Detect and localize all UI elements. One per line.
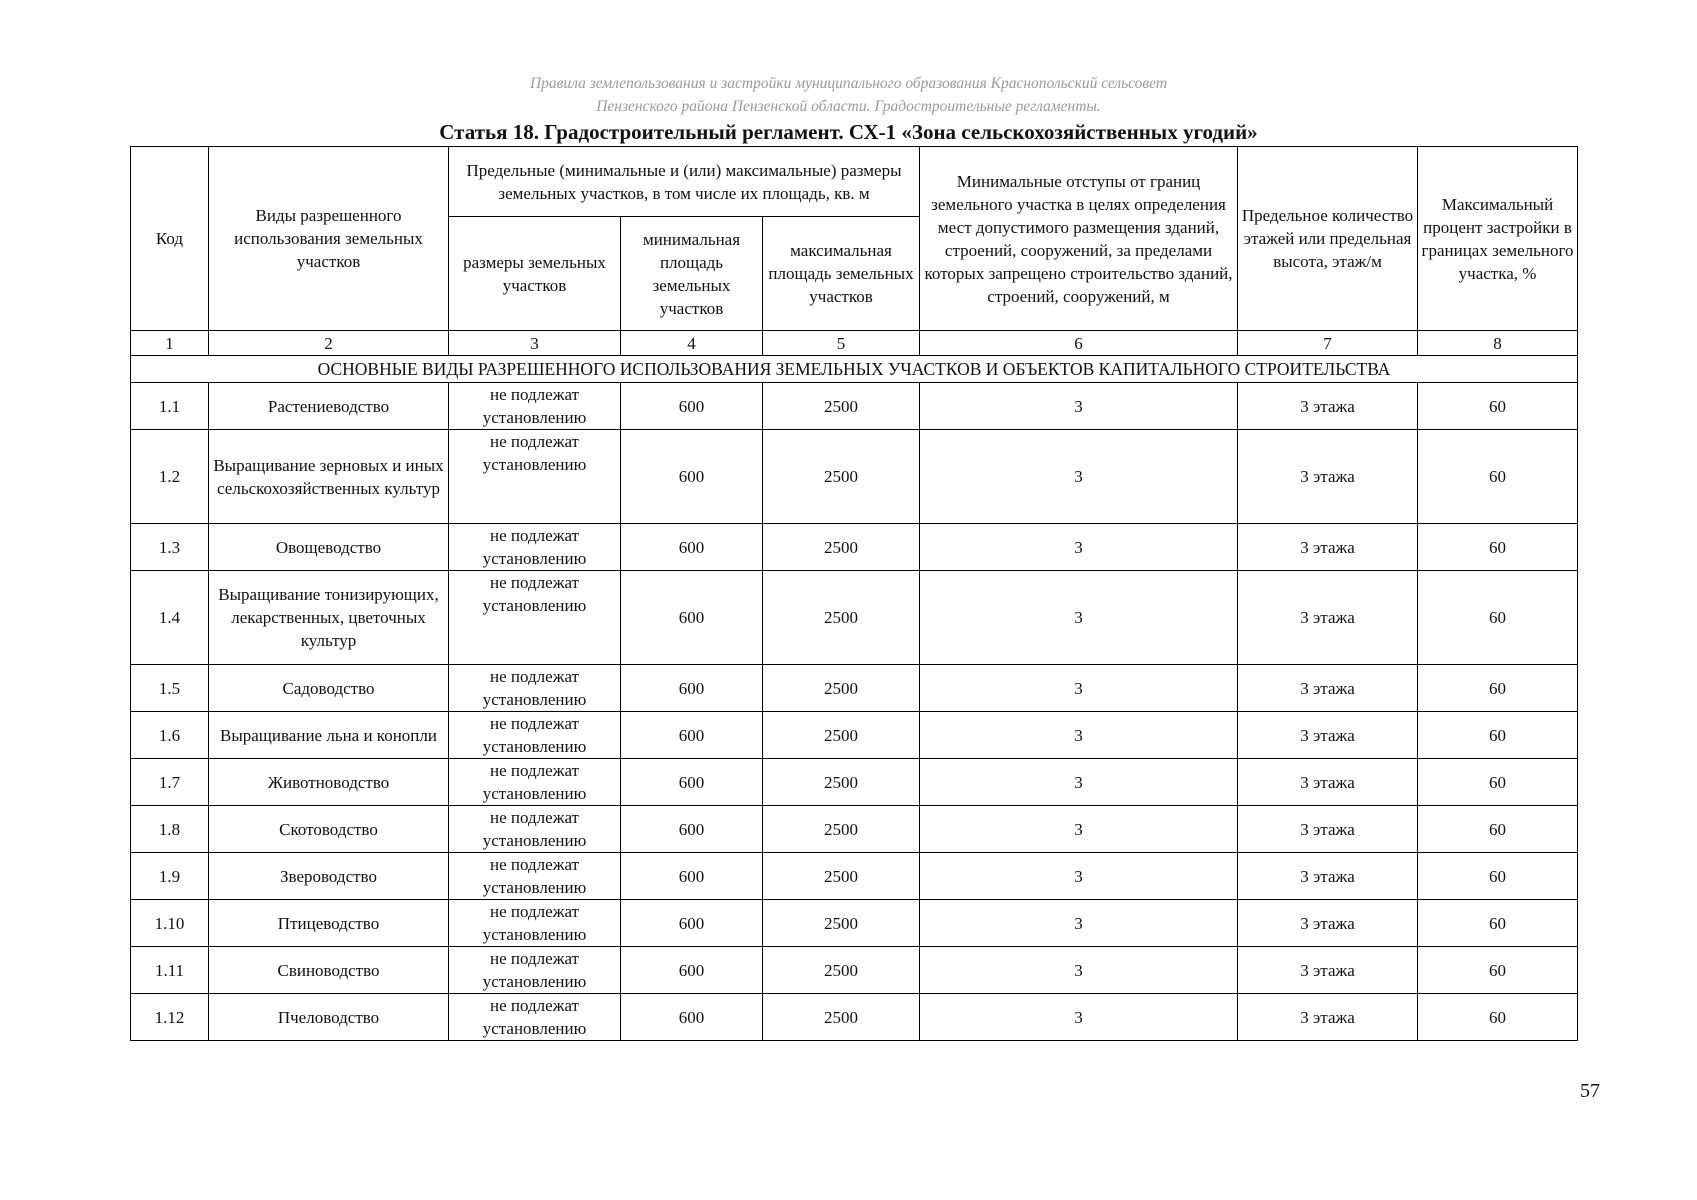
column-number: 2: [209, 331, 449, 356]
section-title: ОСНОВНЫЕ ВИДЫ РАЗРЕШЕННОГО ИСПОЛЬЗОВАНИЯ ЗЕМЕЛЬНЫХ УЧАСТКОВ И ОБЪЕКТОВ КАПИТАЛЬНОГО СТРОИТЕЛЬСТВА: [131, 356, 1578, 383]
cell-max-area: 2500: [763, 524, 920, 571]
cell-min-area: 600: [621, 853, 763, 900]
cell-code: 1.9: [131, 853, 209, 900]
cell-sizes: не подлежат установлению: [449, 665, 621, 712]
cell-setback: 3: [920, 430, 1238, 524]
cell-code: 1.5: [131, 665, 209, 712]
header-note-line-2: Пензенского района Пензенской области. Градостроительные регламенты.: [596, 98, 1101, 115]
cell-code: 1.4: [131, 571, 209, 665]
cell-max-area: 2500: [763, 759, 920, 806]
cell-max-area: 2500: [763, 900, 920, 947]
cell-sizes: не подлежат установлению: [449, 712, 621, 759]
column-number-row: [131, 331, 1578, 356]
cell-floors: 3 этажа: [1238, 383, 1418, 430]
cell-coverage: 60: [1418, 571, 1578, 665]
cell-min-area: 600: [621, 383, 763, 430]
cell-coverage: 60: [1418, 759, 1578, 806]
header-code: Код: [131, 147, 209, 331]
cell-setback: 3: [920, 524, 1238, 571]
cell-sizes: не подлежат установлению: [449, 853, 621, 900]
column-number: 5: [763, 331, 920, 356]
cell-max-area: 2500: [763, 571, 920, 665]
cell-sizes: не подлежат установлению: [449, 571, 621, 665]
table-row: [131, 430, 1578, 524]
cell-coverage: 60: [1418, 947, 1578, 994]
cell-code: 1.2: [131, 430, 209, 524]
regulation-table: [130, 146, 1578, 1041]
header-setbacks: Минимальные отступы от границ земельного участка в целях определения мест допустимого размещения зданий, строений, сооружений, за пределами которых запрещено строительство зданий, строений, сооружений, м: [920, 147, 1238, 331]
table-row: [131, 524, 1578, 571]
cell-min-area: 600: [621, 900, 763, 947]
cell-floors: 3 этажа: [1238, 712, 1418, 759]
cell-use-name: Растениеводство: [209, 383, 449, 430]
cell-floors: 3 этажа: [1238, 524, 1418, 571]
cell-coverage: 60: [1418, 430, 1578, 524]
cell-floors: 3 этажа: [1238, 853, 1418, 900]
table-row: [131, 665, 1578, 712]
cell-setback: 3: [920, 759, 1238, 806]
cell-max-area: 2500: [763, 994, 920, 1041]
cell-max-area: 2500: [763, 806, 920, 853]
cell-sizes: не подлежат установлению: [449, 524, 621, 571]
section-row: [131, 356, 1578, 383]
cell-setback: 3: [920, 947, 1238, 994]
header-sizes: размеры земельных участков: [449, 217, 621, 331]
table-body: [131, 383, 1578, 1041]
cell-min-area: 600: [621, 430, 763, 524]
cell-sizes: не подлежат установлению: [449, 759, 621, 806]
cell-code: 1.11: [131, 947, 209, 994]
cell-min-area: 600: [621, 947, 763, 994]
column-number: 7: [1238, 331, 1418, 356]
cell-code: 1.8: [131, 806, 209, 853]
cell-min-area: 600: [621, 665, 763, 712]
table-row: [131, 571, 1578, 665]
cell-max-area: 2500: [763, 430, 920, 524]
table-row: [131, 383, 1578, 430]
table-header: [131, 147, 1578, 383]
table-row: [131, 853, 1578, 900]
cell-max-area: 2500: [763, 947, 920, 994]
cell-coverage: 60: [1418, 806, 1578, 853]
cell-setback: 3: [920, 665, 1238, 712]
article-title: Статья 18. Градостроительный регламент. СХ-1 «Зона сельскохозяйственных угодий»: [439, 120, 1258, 144]
cell-coverage: 60: [1418, 900, 1578, 947]
table-row: [131, 806, 1578, 853]
cell-floors: 3 этажа: [1238, 994, 1418, 1041]
cell-use-name: Садоводство: [209, 665, 449, 712]
cell-floors: 3 этажа: [1238, 947, 1418, 994]
cell-use-name: Выращивание льна и конопли: [209, 712, 449, 759]
cell-code: 1.1: [131, 383, 209, 430]
cell-use-name: Выращивание тонизирующих, лекарственных, цветочных культур: [209, 571, 449, 665]
cell-max-area: 2500: [763, 383, 920, 430]
cell-floors: 3 этажа: [1238, 665, 1418, 712]
column-number: 3: [449, 331, 621, 356]
cell-coverage: 60: [1418, 853, 1578, 900]
cell-sizes: не подлежат установлению: [449, 900, 621, 947]
cell-setback: 3: [920, 900, 1238, 947]
cell-min-area: 600: [621, 759, 763, 806]
cell-use-name: Звероводство: [209, 853, 449, 900]
cell-coverage: 60: [1418, 712, 1578, 759]
header-max-area: максимальная площадь земельных участков: [763, 217, 920, 331]
cell-code: 1.6: [131, 712, 209, 759]
cell-sizes: не подлежат установлению: [449, 383, 621, 430]
cell-sizes: не подлежат установлению: [449, 430, 621, 524]
cell-setback: 3: [920, 806, 1238, 853]
cell-sizes: не подлежат установлению: [449, 947, 621, 994]
table-row: [131, 947, 1578, 994]
cell-max-area: 2500: [763, 712, 920, 759]
cell-use-name: Животноводство: [209, 759, 449, 806]
cell-code: 1.7: [131, 759, 209, 806]
cell-code: 1.12: [131, 994, 209, 1041]
cell-sizes: не подлежат установлению: [449, 994, 621, 1041]
cell-use-name: Овощеводство: [209, 524, 449, 571]
cell-setback: 3: [920, 383, 1238, 430]
cell-max-area: 2500: [763, 665, 920, 712]
column-number: 4: [621, 331, 763, 356]
column-number: 1: [131, 331, 209, 356]
cell-min-area: 600: [621, 712, 763, 759]
cell-coverage: 60: [1418, 665, 1578, 712]
page-number: 57: [1580, 1080, 1600, 1102]
cell-setback: 3: [920, 712, 1238, 759]
column-number: 6: [920, 331, 1238, 356]
cell-coverage: 60: [1418, 994, 1578, 1041]
table-row: [131, 712, 1578, 759]
cell-min-area: 600: [621, 571, 763, 665]
cell-use-name: Птицеводство: [209, 900, 449, 947]
cell-setback: 3: [920, 571, 1238, 665]
cell-floors: 3 этажа: [1238, 900, 1418, 947]
cell-use-name: Свиноводство: [209, 947, 449, 994]
table-row: [131, 759, 1578, 806]
header-limit-sizes: Предельные (минимальные и (или) максимальные) размеры земельных участков, в том числе их площадь, кв. м: [449, 147, 920, 217]
header-coverage: Максимальный процент застройки в границах земельного участка, %: [1418, 147, 1578, 331]
cell-coverage: 60: [1418, 383, 1578, 430]
cell-floors: 3 этажа: [1238, 430, 1418, 524]
cell-floors: 3 этажа: [1238, 759, 1418, 806]
cell-use-name: Пчеловодство: [209, 994, 449, 1041]
cell-use-name: Выращивание зерновых и иных сельскохозяйственных культур: [209, 430, 449, 524]
cell-coverage: 60: [1418, 524, 1578, 571]
column-number: 8: [1418, 331, 1578, 356]
cell-use-name: Скотоводство: [209, 806, 449, 853]
table-row: [131, 994, 1578, 1041]
table-row: [131, 900, 1578, 947]
cell-min-area: 600: [621, 994, 763, 1041]
cell-floors: 3 этажа: [1238, 571, 1418, 665]
header-note-line-1: Правила землепользования и застройки муниципального образования Краснопольский сельсовет: [529, 75, 1168, 92]
cell-min-area: 600: [621, 806, 763, 853]
header-use-types: Виды разрешенного использования земельных участков: [209, 147, 449, 331]
cell-sizes: не подлежат установлению: [449, 806, 621, 853]
cell-min-area: 600: [621, 524, 763, 571]
header-floors: Предельное количество этажей или предельная высота, этаж/м: [1238, 147, 1418, 331]
header-min-area: минимальная площадь земельных участков: [621, 217, 763, 331]
cell-setback: 3: [920, 994, 1238, 1041]
document-header-note: [0, 72, 1697, 118]
cell-code: 1.10: [131, 900, 209, 947]
cell-code: 1.3: [131, 524, 209, 571]
cell-setback: 3: [920, 853, 1238, 900]
cell-floors: 3 этажа: [1238, 806, 1418, 853]
cell-max-area: 2500: [763, 853, 920, 900]
